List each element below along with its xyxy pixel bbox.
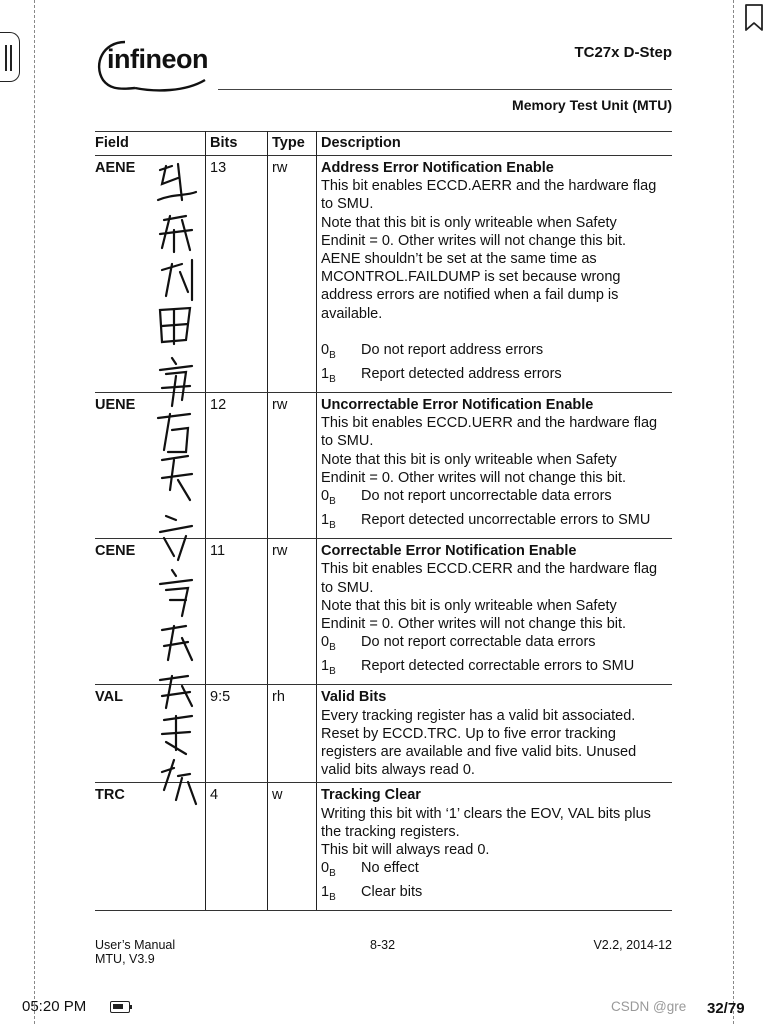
- header-rule: [218, 89, 672, 90]
- value-entry: [321, 633, 672, 657]
- value-entry: [321, 859, 672, 883]
- column-header-field: Field: [95, 135, 129, 151]
- bookmark-icon[interactable]: [744, 4, 764, 32]
- value-entry: [321, 511, 672, 535]
- value-meaning: Do not report correctable data errors: [361, 634, 596, 651]
- field-title: Correctable Error Notification Enable: [321, 543, 577, 560]
- field-title: Valid Bits: [321, 689, 387, 706]
- value-base: B: [329, 868, 336, 880]
- value-entry: [321, 341, 672, 365]
- description-line: to SMU.: [321, 196, 374, 213]
- value-meaning: Do not report uncorrectable data errors: [361, 488, 612, 505]
- field-name: AENE: [95, 160, 136, 176]
- table-header-row: [95, 131, 672, 156]
- column-header-description: Description: [316, 131, 672, 156]
- value-digit: 1: [321, 658, 330, 675]
- description-line: to SMU.: [321, 579, 374, 596]
- field-description: [316, 156, 672, 392]
- value-code: [321, 487, 361, 511]
- field-name: TRC: [95, 787, 125, 804]
- value-entry: [321, 883, 672, 907]
- field-type: w: [267, 783, 316, 910]
- section-title: Memory Test Unit (MTU): [512, 97, 672, 113]
- field-title: Address Error Notification Enable: [321, 160, 554, 176]
- field-type: rw: [267, 393, 316, 538]
- handwritten-annotation: [152, 160, 204, 820]
- value-code: [321, 657, 361, 681]
- description-line: This bit enables ECCD.CERR and the hardware flag: [321, 561, 658, 578]
- value-base: B: [329, 520, 336, 532]
- value-digit: 1: [321, 512, 330, 529]
- description-line: Endinit = 0. Other writes will not change this bit.: [321, 616, 627, 633]
- value-base: B: [329, 373, 336, 385]
- description-line: valid bits always read 0.: [321, 762, 475, 779]
- description-line: Reset by ECCD.TRC. Up to five error tracking: [321, 725, 616, 742]
- field-bits: 9:5: [205, 685, 267, 782]
- value-code: [321, 511, 361, 535]
- field-type: rw: [267, 156, 316, 392]
- description-line: AENE shouldn’t be set at the same time as: [321, 251, 597, 268]
- field-name: UENE: [95, 397, 136, 414]
- value-code: [321, 883, 361, 907]
- value-meaning: Clear bits: [361, 884, 423, 901]
- field-description: [316, 393, 672, 538]
- battery-level: [113, 1004, 123, 1009]
- value-base: B: [329, 666, 336, 678]
- value-digit: 1: [321, 365, 330, 382]
- field-description: [316, 783, 672, 910]
- value-code: [321, 859, 361, 883]
- description-line: MCONTROL.FAILDUMP is set because wrong: [321, 269, 621, 286]
- column-header-bits: Bits: [205, 131, 267, 156]
- page-edge-right: [733, 0, 734, 1024]
- field-description: [316, 685, 672, 782]
- reading-panel-icon[interactable]: [0, 32, 20, 82]
- column-header-type: Type: [267, 131, 316, 156]
- battery-icon: [110, 1001, 130, 1013]
- value-meaning: Do not report address errors: [361, 341, 544, 358]
- description-line: Note that this bit is only writeable when Safety: [321, 597, 617, 614]
- value-meaning: No effect: [361, 860, 419, 877]
- field-name: VAL: [95, 689, 123, 706]
- document-title: TC27x D-Step: [574, 44, 672, 61]
- csdn-watermark: CSDN @gre: [611, 999, 687, 1014]
- status-time: 05:20 PM: [22, 998, 87, 1015]
- footer-doc-version: V2.2, 2014-12: [593, 938, 672, 952]
- value-code: [321, 341, 361, 365]
- description-line: Note that this bit is only writeable when Safety: [321, 214, 617, 231]
- value-meaning: Report detected address errors: [361, 365, 562, 382]
- footer-version-line: MTU, V3.9: [95, 952, 155, 966]
- description-line: the tracking registers.: [321, 823, 460, 840]
- value-digit: 1: [321, 884, 330, 901]
- description-line: registers are available and five valid bits. Unused: [321, 744, 637, 761]
- value-digit: 0: [321, 488, 330, 505]
- value-digit: 0: [321, 860, 330, 877]
- value-entry: [321, 487, 672, 511]
- value-base: B: [329, 349, 336, 361]
- field-type: rh: [267, 685, 316, 782]
- field-bits: 13: [205, 156, 267, 392]
- description-line: Note that this bit is only writeable when Safety: [321, 451, 617, 468]
- field-name: CENE: [95, 543, 136, 560]
- field-description: [316, 539, 672, 684]
- infineon-logo: [95, 36, 220, 92]
- field-title: Tracking Clear: [321, 787, 421, 804]
- field-bits: 11: [205, 539, 267, 684]
- value-entry: [321, 365, 672, 389]
- footer-manual-title: User’s Manual: [95, 938, 176, 952]
- description-spacer: [321, 323, 672, 341]
- value-base: B: [329, 642, 336, 654]
- footer-page-number: 8-32: [370, 938, 396, 952]
- page-edge-left: [34, 0, 35, 1024]
- field-type: rw: [267, 539, 316, 684]
- value-code: [321, 365, 361, 389]
- description-line: available.: [321, 305, 383, 322]
- value-code: [321, 633, 361, 657]
- description-line: This bit will always read 0.: [321, 842, 490, 859]
- footer-manual: [95, 938, 175, 966]
- page-counter[interactable]: 32/79: [707, 1000, 745, 1017]
- value-base: B: [329, 495, 336, 507]
- value-base: B: [329, 892, 336, 904]
- value-meaning: Report detected correctable errors to SMU: [361, 658, 635, 675]
- brand-text: infineon: [107, 44, 208, 74]
- description-line: address errors are notified when a fail dump is: [321, 287, 619, 304]
- value-digit: 0: [321, 341, 330, 358]
- description-line: This bit enables ECCD.UERR and the hardware flag: [321, 415, 658, 432]
- field-bits: 4: [205, 783, 267, 910]
- value-digit: 0: [321, 634, 330, 651]
- description-line: Endinit = 0. Other writes will not change this bit.: [321, 469, 627, 486]
- description-line: Endinit = 0. Other writes will not change this bit.: [321, 232, 627, 249]
- description-line: Writing this bit with ‘1’ clears the EOV, VAL bits plus: [321, 805, 651, 822]
- description-line: This bit enables ECCD.AERR and the hardware flag: [321, 178, 657, 195]
- field-title: Uncorrectable Error Notification Enable: [321, 397, 594, 414]
- value-entry: [321, 657, 672, 681]
- description-line: to SMU.: [321, 433, 374, 450]
- field-bits: 12: [205, 393, 267, 538]
- value-meaning: Report detected uncorrectable errors to SMU: [361, 512, 651, 529]
- description-line: Every tracking register has a valid bit associated.: [321, 707, 636, 724]
